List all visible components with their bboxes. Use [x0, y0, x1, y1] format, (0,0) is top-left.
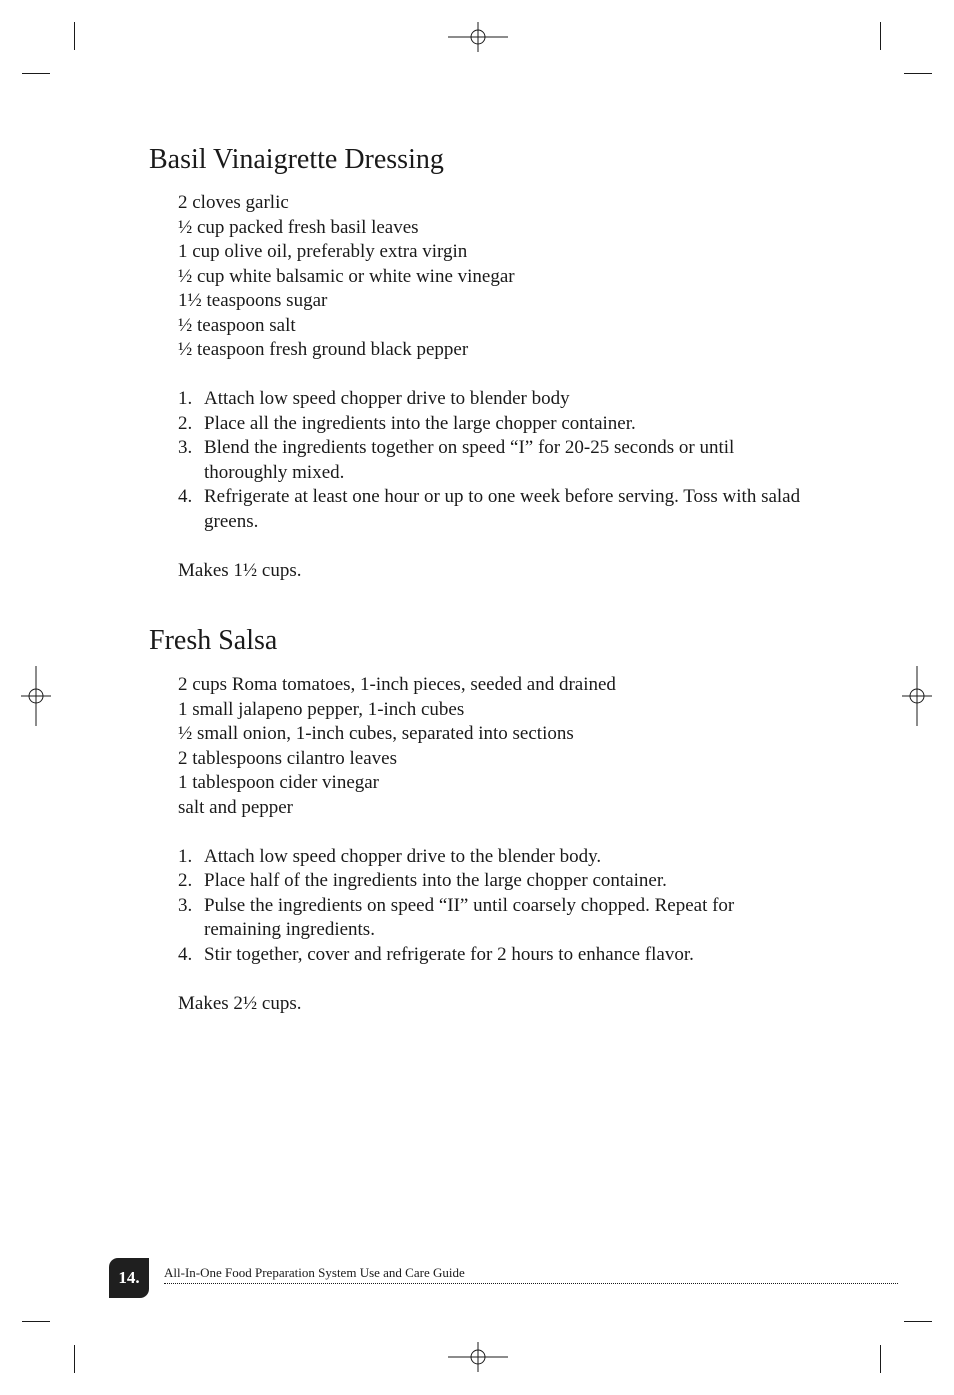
instruction-step — [178, 894, 804, 943]
ingredient-item: 1½ teaspoons sugar — [178, 290, 328, 311]
ingredient-item: salt and pepper — [178, 796, 294, 818]
instruction-step — [178, 845, 804, 870]
ingredient-list — [178, 673, 804, 820]
recipe-title: Fresh Salsa — [149, 625, 278, 656]
ingredient-item: 1 small jalapeno pepper, 1-inch cubes — [178, 698, 465, 720]
step-text: Blend the ingredients together on speed “I” for 20-25 seconds or until thoroughly mixed. — [204, 437, 735, 483]
ingredient-item: 2 cloves garlic — [178, 192, 289, 213]
crop-mark — [904, 73, 932, 74]
crop-mark — [880, 22, 881, 50]
crop-mark — [880, 1345, 881, 1373]
instruction-step — [178, 412, 804, 437]
footer-guide-title: All-In-One Food Preparation System Use and Care Guide — [164, 1265, 465, 1280]
step-text: Place half of the ingredients into the large chopper container. — [204, 870, 667, 891]
step-number: 1. — [178, 845, 193, 867]
recipe-yield: Makes 1½ cups. — [178, 559, 302, 581]
instruction-step — [178, 943, 804, 968]
step-number: 2. — [178, 870, 193, 891]
ingredient-item: 2 tablespoons cilantro leaves — [178, 747, 397, 769]
registration-mark-icon — [898, 666, 938, 726]
crop-mark — [74, 1345, 75, 1373]
step-number: 3. — [178, 437, 193, 458]
step-number: 4. — [178, 486, 193, 507]
step-number: 3. — [178, 894, 193, 916]
registration-mark-icon — [448, 18, 508, 58]
step-text: Pulse the ingredients on speed “II” until coarsely chopped. Repeat for remaining ingredients. — [204, 894, 735, 940]
ingredient-item: ½ cup white balsamic or white wine vinegar — [178, 265, 515, 287]
instruction-step — [178, 387, 804, 412]
recipe-body — [178, 191, 804, 583]
instruction-list — [178, 845, 804, 968]
registration-mark-icon — [17, 666, 57, 726]
footer-dotted-rule — [164, 1283, 898, 1284]
crop-mark — [22, 1321, 50, 1322]
crop-mark — [22, 73, 50, 74]
instruction-step — [178, 485, 804, 534]
recipe-title: Basil Vinaigrette Dressing — [149, 144, 444, 175]
instruction-step — [178, 436, 804, 485]
ingredient-item: ½ teaspoon fresh ground black pepper — [178, 339, 469, 360]
ingredient-item: ½ small onion, 1-inch cubes, separated into sections — [178, 723, 574, 744]
step-number: 1. — [178, 388, 193, 409]
ingredient-item: 1 cup olive oil, preferably extra virgin — [178, 241, 468, 262]
ingredient-item: ½ cup packed fresh basil leaves — [178, 216, 419, 238]
step-text: Place all the ingredients into the large chopper container. — [204, 412, 636, 434]
ingredient-item: ½ teaspoon salt — [178, 314, 296, 336]
step-text: Refrigerate at least one hour or up to one week before serving. Toss with salad greens. — [204, 486, 801, 532]
recipe-yield: Makes 2½ cups. — [178, 992, 302, 1014]
step-number: 4. — [178, 943, 193, 965]
step-number: 2. — [178, 412, 193, 434]
crop-mark — [74, 22, 75, 50]
step-text: Stir together, cover and refrigerate for 2 hours to enhance flavor. — [204, 943, 694, 965]
page-number-badge: 14. — [109, 1258, 149, 1298]
ingredient-item: 1 tablespoon cider vinegar — [178, 772, 380, 793]
recipe-body — [178, 673, 804, 1016]
crop-mark — [904, 1321, 932, 1322]
ingredient-item: 2 cups Roma tomatoes, 1-inch pieces, seeded and drained — [178, 674, 616, 695]
step-text: Attach low speed chopper drive to blender body — [204, 388, 570, 409]
step-text: Attach low speed chopper drive to the blender body. — [204, 845, 602, 867]
instruction-list — [178, 387, 804, 534]
registration-mark-icon — [448, 1338, 508, 1378]
ingredient-list — [178, 191, 804, 363]
instruction-step — [178, 869, 804, 894]
